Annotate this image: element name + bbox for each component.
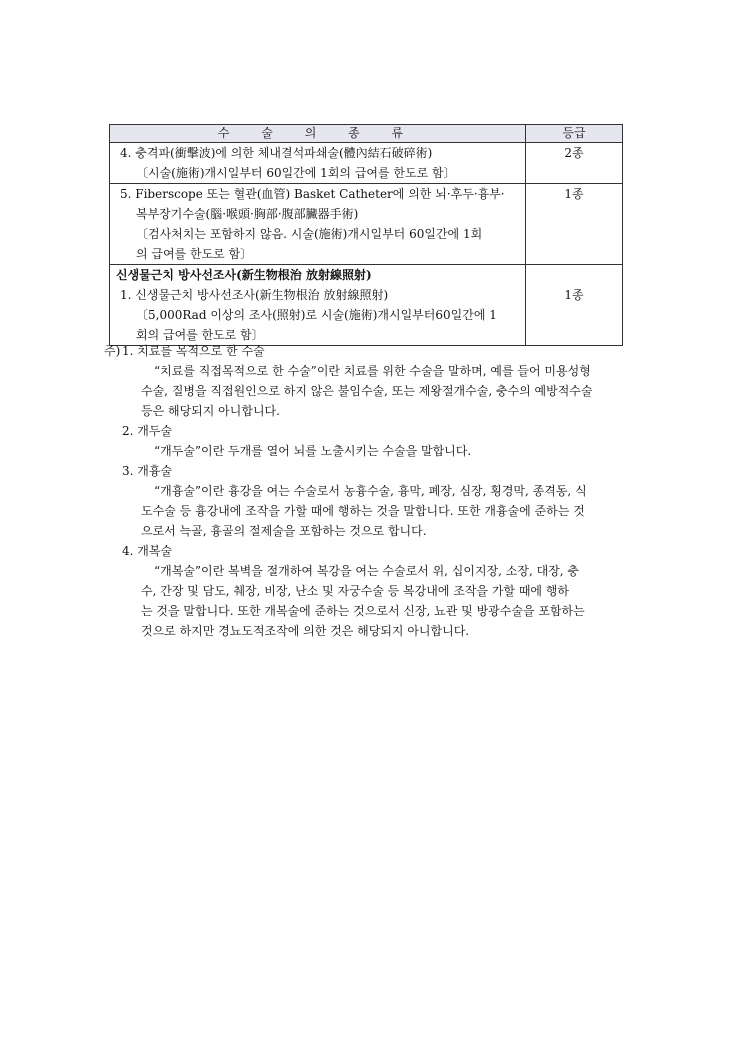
note-body xyxy=(104,561,644,641)
section-grade: 1종 xyxy=(564,288,584,302)
table-row xyxy=(110,184,623,265)
note-title: 2. 개두술 xyxy=(122,424,173,438)
table-row xyxy=(110,265,623,346)
note-title: 3. 개흉술 xyxy=(122,464,173,478)
section-title: 신생물근치 방사선조사(新生物根治 放射線照射) xyxy=(116,268,372,282)
note-title: 1. 치료를 목적으로 한 수술 xyxy=(122,344,265,358)
note-body xyxy=(104,361,644,421)
surgery-item-note-cont: 의 급여를 한도로 함〕 xyxy=(136,247,253,261)
header-surgery-type: 수 술 의 종 류 xyxy=(110,125,526,143)
header-grade: 등급 xyxy=(526,125,623,143)
notes-prefix: 주) xyxy=(104,344,121,358)
surgery-cell xyxy=(110,184,526,265)
surgery-item-title-cont: 복부장기수술(腦·喉頭·胸部·腹部臟器手術) xyxy=(136,207,359,221)
note-body xyxy=(104,481,644,541)
surgery-table xyxy=(109,124,623,346)
note-heading xyxy=(104,341,644,361)
grade-cell: 2종 xyxy=(526,143,623,184)
note-body xyxy=(104,441,644,461)
surgery-item-note: 〔시술(施術)개시일부터 60일간에 1회의 급여를 한도로 함〕 xyxy=(136,166,456,180)
note-line: 수술, 질병을 직접원인으로 하지 않은 불임수술, 또는 제왕절개수술, 충수의 예방적수술 xyxy=(141,384,593,398)
table-row xyxy=(110,143,623,184)
table-header-row xyxy=(110,125,623,143)
notes-section xyxy=(104,341,644,641)
grade-cell: 1종 xyxy=(526,184,623,265)
surgery-item-title: 5. Fiberscope 또는 혈관(血管) Basket Catheter에 의한 뇌·후두·흉부· xyxy=(120,187,505,201)
note-line: 으로서 늑골, 흉골의 절제술을 포함하는 것으로 합니다. xyxy=(141,524,427,538)
surgery-cell xyxy=(110,143,526,184)
note-title: 4. 개복술 xyxy=(122,544,173,558)
note-line: “개복술”이란 복벽을 절개하여 복강을 여는 수술로서 위, 십이지장, 소장, 대장, 충 xyxy=(154,564,580,578)
note-line: 는 것을 말합니다. 또한 개복술에 준하는 것으로서 신장, 뇨관 및 방광수술을 포함하는 xyxy=(141,604,585,618)
surgery-item-note: 〔검사처치는 포함하지 않음. 시술(施術)개시일부터 60일간에 1회 xyxy=(136,227,483,241)
surgery-item-title: 4. 충격파(衝擊波)에 의한 체내결석파쇄술(體內結石破碎術) xyxy=(120,146,433,160)
grade-cell xyxy=(526,265,623,346)
note-line: “치료를 직접목적으로 한 수술”이란 치료를 위한 수술을 말하며, 예를 들어 미용성형 xyxy=(154,364,591,378)
note-line: 도수술 등 흉강내에 조작을 가할 때에 행하는 것을 말합니다. 또한 개흉술에 준하는 것 xyxy=(141,504,585,518)
note-line: “개흉술”이란 흉강을 여는 수술로서 농흉수술, 흉막, 폐장, 심장, 횡경막, 종격동, 식 xyxy=(154,484,587,498)
note-line: “개두술”이란 두개를 열어 뇌를 노출시키는 수술을 말합니다. xyxy=(154,444,472,458)
note-line: 수, 간장 및 담도, 췌장, 비장, 난소 및 자궁수술 등 복강내에 조작을 가할 때에 행하 xyxy=(141,584,570,598)
surgery-item-title: 1. 신생물근치 방사선조사(新生物根治 放射線照射) xyxy=(120,288,389,302)
surgery-cell xyxy=(110,265,526,346)
surgery-item-note: 〔5,000Rad 이상의 조사(照射)로 시술(施術)개시일부터60일간에 1 xyxy=(136,308,497,322)
note-line: 것으로 하지만 경뇨도적조작에 의한 것은 해당되지 아니합니다. xyxy=(141,624,470,638)
note-line: 등은 해당되지 아니합니다. xyxy=(141,404,280,418)
surgery-item-note-cont: 회의 급여를 한도로 함〕 xyxy=(136,328,264,342)
